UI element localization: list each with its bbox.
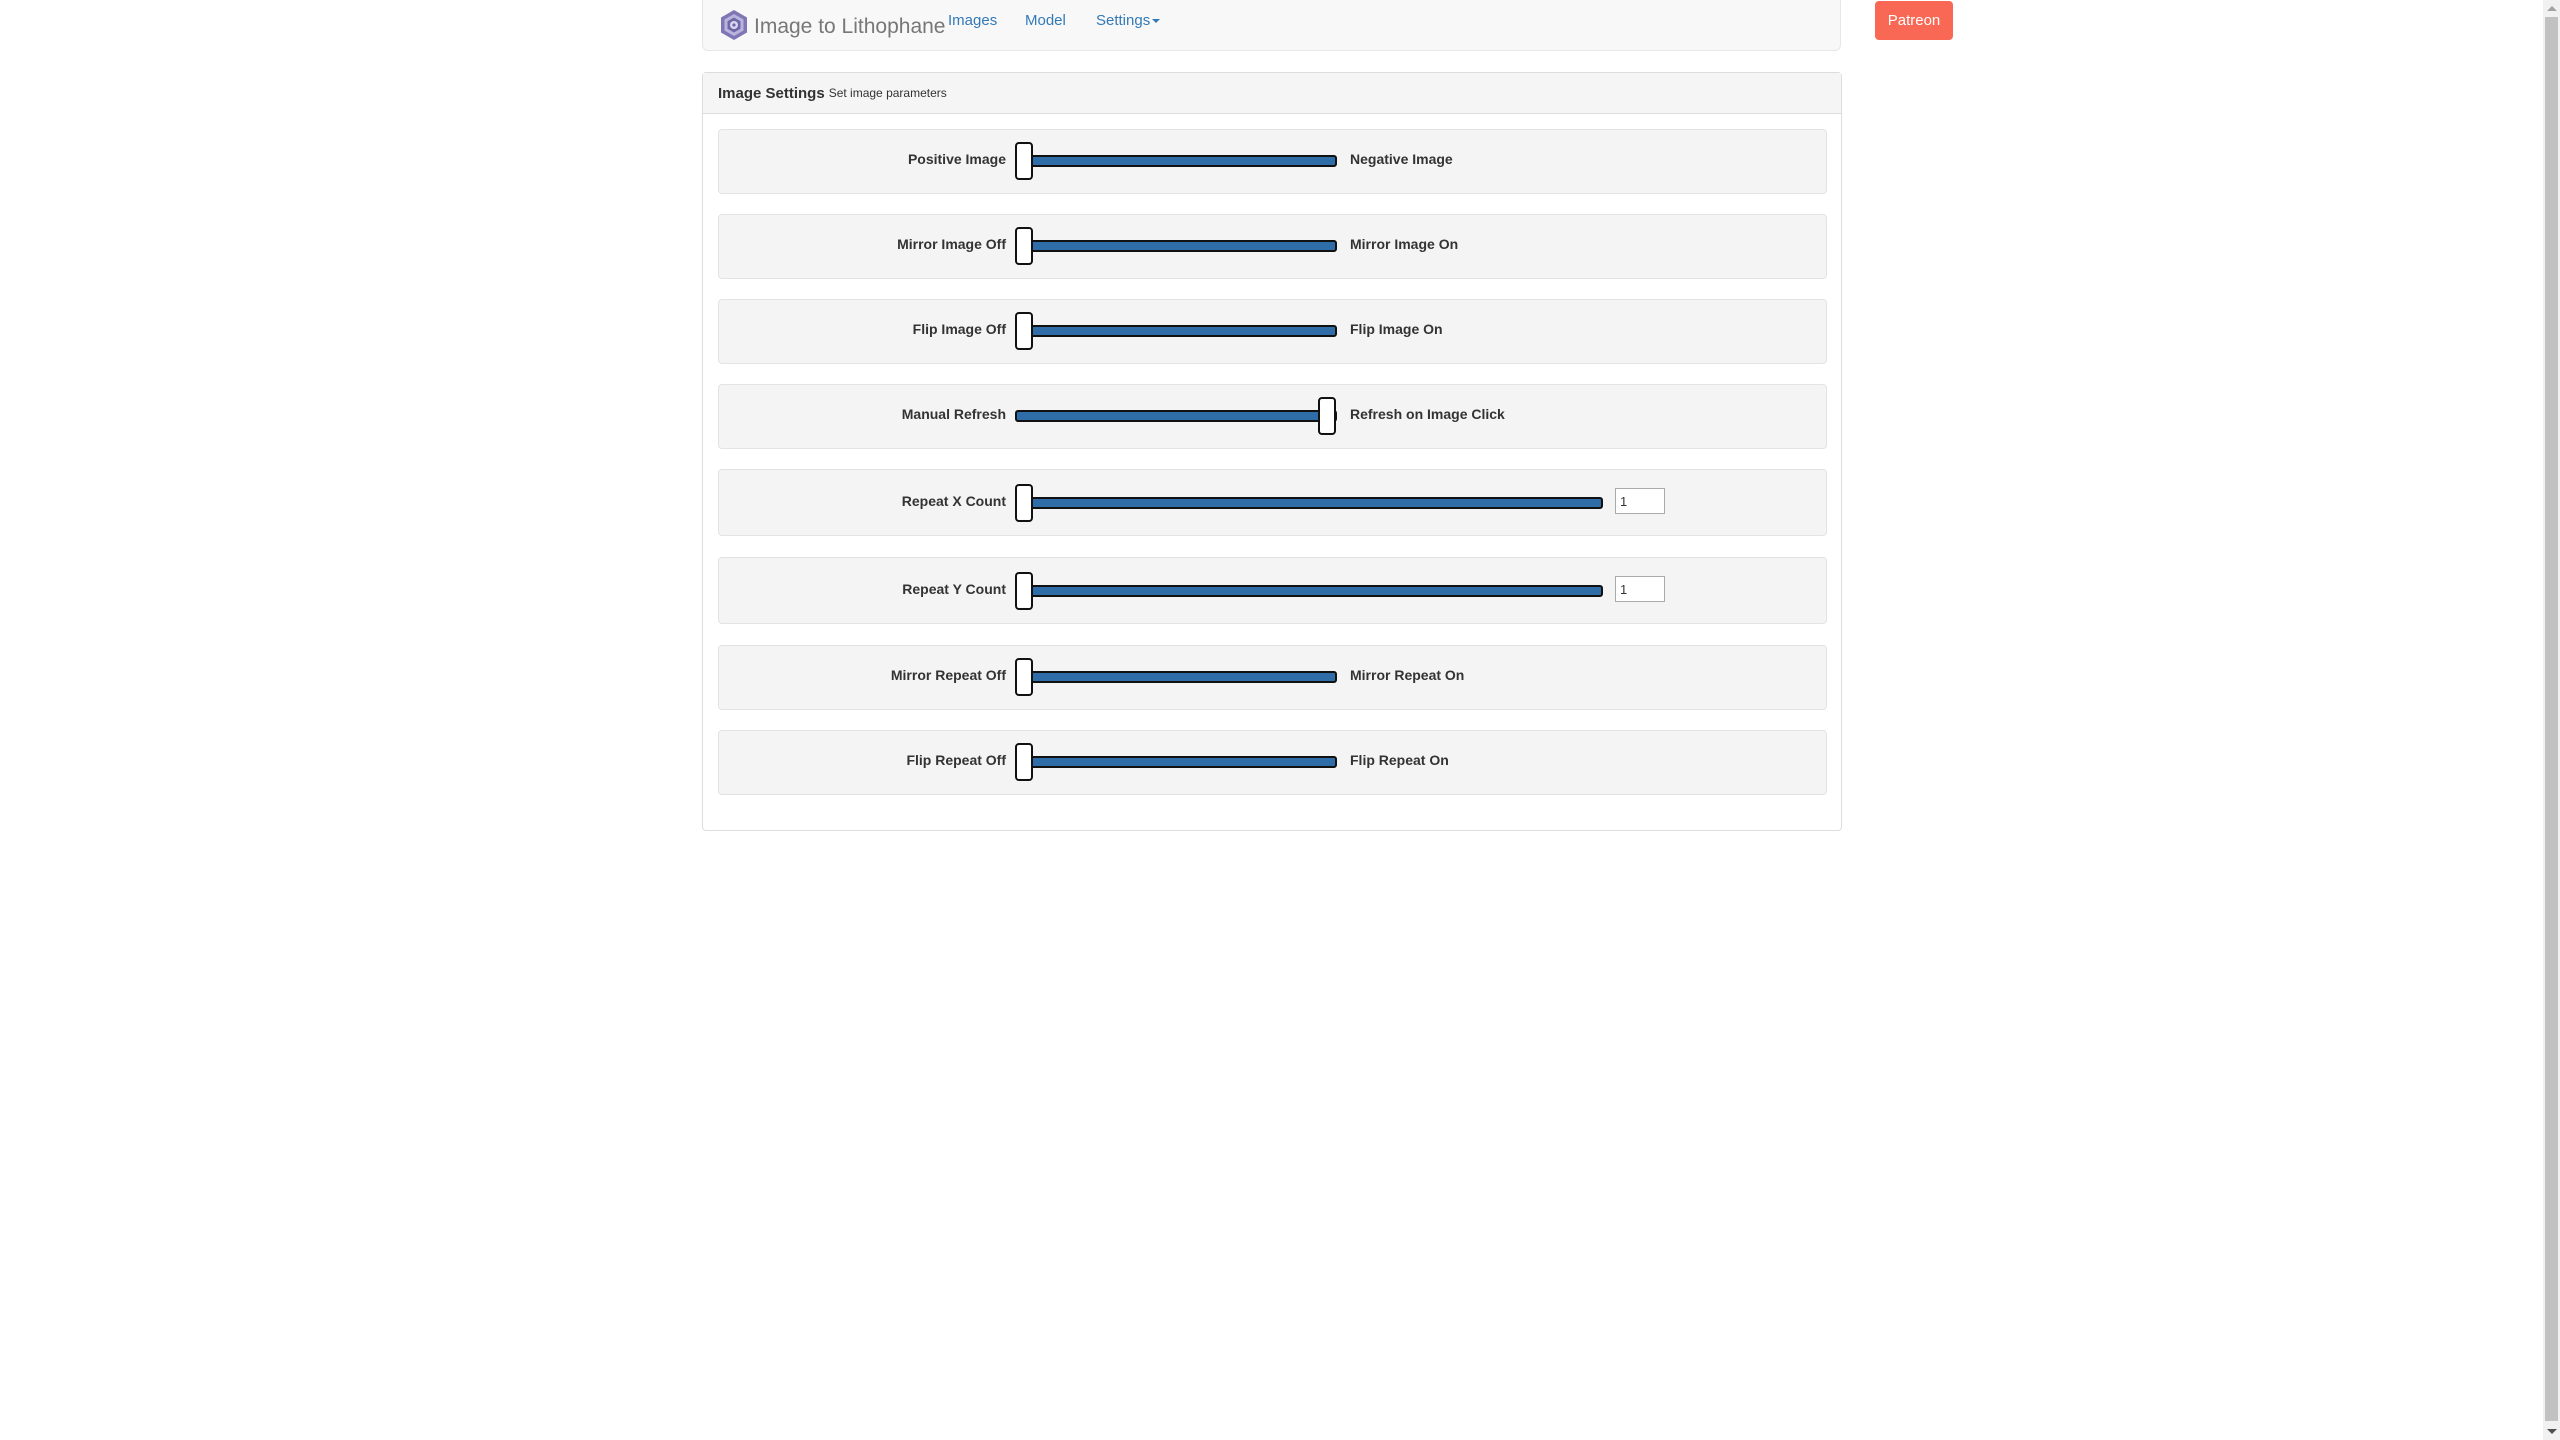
setting-row-mirror-repeat	[718, 645, 1827, 710]
slider-repeat-y[interactable]	[1015, 585, 1603, 597]
caret-down-icon	[1152, 19, 1160, 23]
nav-settings-dropdown[interactable]	[1096, 12, 1160, 29]
slider-flip-repeat[interactable]	[1015, 756, 1337, 768]
setting-row-flip-repeat	[718, 730, 1827, 795]
scroll-down-arrow-icon[interactable]	[2547, 1429, 2557, 1434]
slider-refresh[interactable]	[1015, 410, 1337, 422]
label-repeat-x: Repeat X Count	[901, 493, 1006, 509]
label-refresh-on-click: Refresh on Image Click	[1350, 406, 1505, 422]
label-mirror-repeat-off: Mirror Repeat Off	[890, 667, 1006, 683]
repeat-y-input[interactable]	[1615, 576, 1665, 602]
scrollbar-thumb[interactable]	[2545, 17, 2558, 1421]
slider-thumb[interactable]	[1015, 484, 1033, 522]
label-positive-image: Positive Image	[907, 151, 1006, 167]
nav-settings-label: Settings	[1096, 12, 1151, 29]
label-flip-repeat-off: Flip Repeat Off	[906, 752, 1006, 768]
label-mirror-on: Mirror Image On	[1350, 236, 1459, 252]
repeat-x-input[interactable]	[1615, 488, 1665, 514]
setting-row-refresh	[718, 384, 1827, 449]
label-manual-refresh: Manual Refresh	[901, 406, 1006, 422]
slider-thumb[interactable]	[1015, 142, 1033, 180]
setting-row-flip-image	[718, 299, 1827, 364]
slider-repeat-x[interactable]	[1015, 497, 1603, 509]
label-flip-on: Flip Image On	[1350, 321, 1443, 337]
label-repeat-y: Repeat Y Count	[902, 581, 1006, 597]
setting-row-mirror-image	[718, 214, 1827, 279]
label-mirror-off: Mirror Image Off	[897, 236, 1006, 252]
brand-link[interactable]	[719, 8, 945, 42]
navbar	[702, 0, 1941, 51]
setting-row-repeat-x	[718, 469, 1827, 536]
slider-mirror-image[interactable]	[1015, 240, 1337, 252]
label-flip-off: Flip Image Off	[912, 321, 1006, 337]
label-negative-image: Negative Image	[1350, 151, 1453, 167]
panel-heading	[703, 73, 1841, 114]
slider-thumb[interactable]	[1015, 743, 1033, 781]
label-flip-repeat-on: Flip Repeat On	[1350, 752, 1449, 768]
nav-model[interactable]: Model	[1025, 12, 1066, 29]
slider-positive-negative[interactable]	[1015, 155, 1337, 167]
image-settings-panel	[702, 72, 1842, 831]
slider-thumb[interactable]	[1015, 312, 1033, 350]
slider-thumb[interactable]	[1015, 227, 1033, 265]
nav-images[interactable]: Images	[948, 12, 998, 29]
scroll-up-arrow-icon[interactable]	[2547, 6, 2557, 11]
slider-thumb[interactable]	[1015, 658, 1033, 696]
vertical-scrollbar[interactable]	[2543, 0, 2560, 1440]
slider-thumb[interactable]	[1015, 572, 1033, 610]
slider-mirror-repeat[interactable]	[1015, 671, 1337, 683]
setting-row-repeat-y	[718, 557, 1827, 624]
lithophane-logo-icon	[719, 9, 749, 41]
slider-flip-image[interactable]	[1015, 325, 1337, 337]
label-mirror-repeat-on: Mirror Repeat On	[1350, 667, 1465, 683]
setting-row-positive-negative	[718, 129, 1827, 194]
slider-thumb[interactable]	[1318, 397, 1336, 435]
panel-title: Image Settings	[718, 84, 825, 102]
panel-subtitle: Set image parameters	[828, 86, 947, 100]
brand-title: Image to Lithophane	[754, 15, 946, 38]
patreon-button[interactable]: Patreon	[1875, 1, 1953, 40]
